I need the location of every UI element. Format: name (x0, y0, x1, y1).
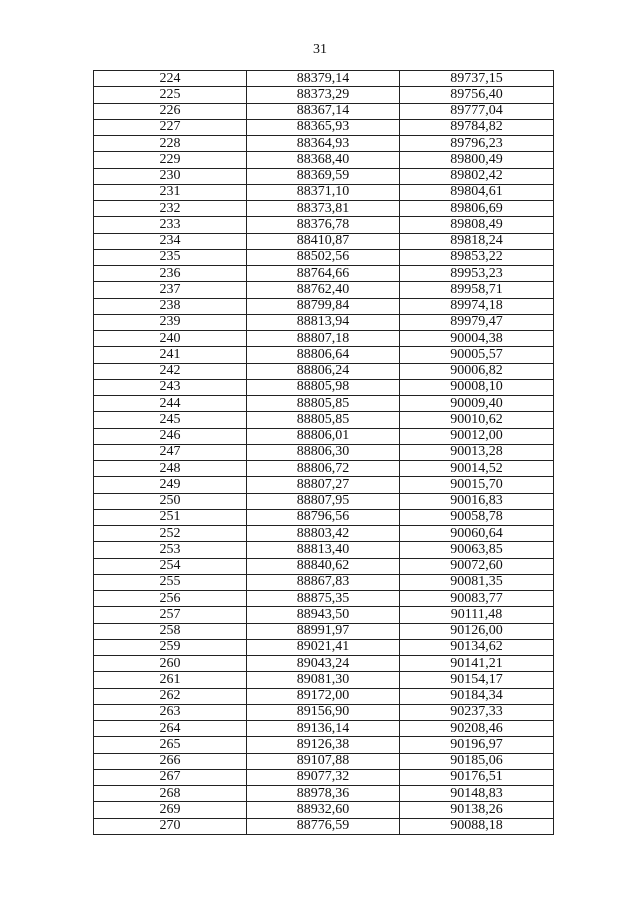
y-coordinate-cell: 90016,83 (400, 493, 554, 509)
x-coordinate-cell: 88805,85 (247, 412, 400, 428)
point-number-cell: 244 (94, 396, 247, 412)
table-row (94, 526, 554, 542)
x-coordinate-cell: 88806,72 (247, 461, 400, 477)
point-number-cell: 255 (94, 574, 247, 590)
y-coordinate-cell: 89818,24 (400, 233, 554, 249)
x-coordinate-cell: 88813,40 (247, 542, 400, 558)
table-row (94, 444, 554, 460)
table-row (94, 802, 554, 818)
x-coordinate-cell: 88762,40 (247, 282, 400, 298)
point-number-cell: 250 (94, 493, 247, 509)
point-number-cell: 252 (94, 526, 247, 542)
table-row (94, 314, 554, 330)
x-coordinate-cell: 89021,41 (247, 639, 400, 655)
table-row (94, 103, 554, 119)
table-row (94, 672, 554, 688)
table-row (94, 168, 554, 184)
x-coordinate-cell: 88867,83 (247, 574, 400, 590)
y-coordinate-cell: 90237,33 (400, 704, 554, 720)
table-row (94, 266, 554, 282)
table-row (94, 201, 554, 217)
table-row (94, 152, 554, 168)
point-number-cell: 243 (94, 379, 247, 395)
point-number-cell: 239 (94, 314, 247, 330)
x-coordinate-cell: 88807,18 (247, 331, 400, 347)
point-number-cell: 267 (94, 769, 247, 785)
point-number-cell: 238 (94, 298, 247, 314)
point-number-cell: 262 (94, 688, 247, 704)
table-row (94, 461, 554, 477)
x-coordinate-cell: 88807,95 (247, 493, 400, 509)
y-coordinate-cell: 90208,46 (400, 721, 554, 737)
x-coordinate-cell: 88840,62 (247, 558, 400, 574)
x-coordinate-cell: 89156,90 (247, 704, 400, 720)
y-coordinate-cell: 90063,85 (400, 542, 554, 558)
point-number-cell: 228 (94, 136, 247, 152)
table-row (94, 396, 554, 412)
x-coordinate-cell: 89172,00 (247, 688, 400, 704)
point-number-cell: 253 (94, 542, 247, 558)
y-coordinate-cell: 89804,61 (400, 184, 554, 200)
y-coordinate-cell: 90015,70 (400, 477, 554, 493)
x-coordinate-cell: 88373,81 (247, 201, 400, 217)
point-number-cell: 259 (94, 639, 247, 655)
y-coordinate-cell: 90184,34 (400, 688, 554, 704)
table-row (94, 558, 554, 574)
y-coordinate-cell: 90013,28 (400, 444, 554, 460)
x-coordinate-cell: 88371,10 (247, 184, 400, 200)
point-number-cell: 254 (94, 558, 247, 574)
table-row (94, 493, 554, 509)
y-coordinate-cell: 90012,00 (400, 428, 554, 444)
y-coordinate-cell: 90141,21 (400, 656, 554, 672)
y-coordinate-cell: 90081,35 (400, 574, 554, 590)
y-coordinate-cell: 90154,17 (400, 672, 554, 688)
table-row (94, 184, 554, 200)
x-coordinate-cell: 88373,29 (247, 87, 400, 103)
table-row (94, 477, 554, 493)
table-row (94, 87, 554, 103)
x-coordinate-cell: 88410,87 (247, 233, 400, 249)
x-coordinate-cell: 88369,59 (247, 168, 400, 184)
table-row (94, 119, 554, 135)
point-number-cell: 269 (94, 802, 247, 818)
point-number-cell: 248 (94, 461, 247, 477)
table-row (94, 769, 554, 785)
point-number-cell: 251 (94, 509, 247, 525)
y-coordinate-cell: 89756,40 (400, 87, 554, 103)
x-coordinate-cell: 88502,56 (247, 249, 400, 265)
x-coordinate-cell: 88803,42 (247, 526, 400, 542)
point-number-cell: 258 (94, 623, 247, 639)
x-coordinate-cell: 88932,60 (247, 802, 400, 818)
y-coordinate-cell: 89808,49 (400, 217, 554, 233)
point-number-cell: 246 (94, 428, 247, 444)
y-coordinate-cell: 90148,83 (400, 786, 554, 802)
y-coordinate-cell: 90185,06 (400, 753, 554, 769)
y-coordinate-cell: 90176,51 (400, 769, 554, 785)
table-row (94, 688, 554, 704)
x-coordinate-cell: 88875,35 (247, 591, 400, 607)
x-coordinate-cell: 88379,14 (247, 71, 400, 87)
x-coordinate-cell: 89077,32 (247, 769, 400, 785)
point-number-cell: 231 (94, 184, 247, 200)
y-coordinate-cell: 90072,60 (400, 558, 554, 574)
y-coordinate-cell: 90134,62 (400, 639, 554, 655)
y-coordinate-cell: 89777,04 (400, 103, 554, 119)
x-coordinate-cell: 88806,30 (247, 444, 400, 460)
table-row (94, 71, 554, 87)
x-coordinate-cell: 89081,30 (247, 672, 400, 688)
y-coordinate-cell: 90058,78 (400, 509, 554, 525)
point-number-cell: 266 (94, 753, 247, 769)
table-row (94, 233, 554, 249)
table-row (94, 509, 554, 525)
y-coordinate-cell: 89800,49 (400, 152, 554, 168)
coordinates-table-container (93, 70, 550, 835)
point-number-cell: 268 (94, 786, 247, 802)
y-coordinate-cell: 90010,62 (400, 412, 554, 428)
point-number-cell: 234 (94, 233, 247, 249)
table-row (94, 412, 554, 428)
point-number-cell: 264 (94, 721, 247, 737)
point-number-cell: 257 (94, 607, 247, 623)
coordinates-table (93, 70, 554, 835)
x-coordinate-cell: 88806,24 (247, 363, 400, 379)
table-row (94, 786, 554, 802)
coordinates-table-body (94, 71, 554, 835)
table-row (94, 249, 554, 265)
x-coordinate-cell: 89043,24 (247, 656, 400, 672)
x-coordinate-cell: 88978,36 (247, 786, 400, 802)
table-row (94, 721, 554, 737)
y-coordinate-cell: 89974,18 (400, 298, 554, 314)
point-number-cell: 249 (94, 477, 247, 493)
x-coordinate-cell: 88943,50 (247, 607, 400, 623)
point-number-cell: 229 (94, 152, 247, 168)
point-number-cell: 235 (94, 249, 247, 265)
point-number-cell: 233 (94, 217, 247, 233)
table-row (94, 282, 554, 298)
x-coordinate-cell: 88806,01 (247, 428, 400, 444)
point-number-cell: 256 (94, 591, 247, 607)
x-coordinate-cell: 88365,93 (247, 119, 400, 135)
point-number-cell: 263 (94, 704, 247, 720)
y-coordinate-cell: 90126,00 (400, 623, 554, 639)
table-row (94, 753, 554, 769)
y-coordinate-cell: 90014,52 (400, 461, 554, 477)
y-coordinate-cell: 90060,64 (400, 526, 554, 542)
point-number-cell: 270 (94, 818, 247, 834)
table-row (94, 542, 554, 558)
y-coordinate-cell: 89979,47 (400, 314, 554, 330)
table-row (94, 136, 554, 152)
table-row (94, 428, 554, 444)
table-row (94, 591, 554, 607)
x-coordinate-cell: 88368,40 (247, 152, 400, 168)
table-row (94, 737, 554, 753)
point-number-cell: 240 (94, 331, 247, 347)
y-coordinate-cell: 90088,18 (400, 818, 554, 834)
page-number: 31 (313, 42, 327, 57)
point-number-cell: 227 (94, 119, 247, 135)
x-coordinate-cell: 88376,78 (247, 217, 400, 233)
table-row (94, 347, 554, 363)
y-coordinate-cell: 90006,82 (400, 363, 554, 379)
point-number-cell: 226 (94, 103, 247, 119)
table-row (94, 298, 554, 314)
x-coordinate-cell: 88796,56 (247, 509, 400, 525)
y-coordinate-cell: 90083,77 (400, 591, 554, 607)
point-number-cell: 261 (94, 672, 247, 688)
y-coordinate-cell: 89958,71 (400, 282, 554, 298)
table-row (94, 363, 554, 379)
y-coordinate-cell: 89806,69 (400, 201, 554, 217)
x-coordinate-cell: 88805,98 (247, 379, 400, 395)
x-coordinate-cell: 89126,38 (247, 737, 400, 753)
y-coordinate-cell: 89784,82 (400, 119, 554, 135)
x-coordinate-cell: 88776,59 (247, 818, 400, 834)
x-coordinate-cell: 88805,85 (247, 396, 400, 412)
y-coordinate-cell: 90196,97 (400, 737, 554, 753)
table-row (94, 331, 554, 347)
point-number-cell: 236 (94, 266, 247, 282)
y-coordinate-cell: 90111,48 (400, 607, 554, 623)
table-row (94, 623, 554, 639)
table-row (94, 607, 554, 623)
x-coordinate-cell: 88991,97 (247, 623, 400, 639)
x-coordinate-cell: 88367,14 (247, 103, 400, 119)
point-number-cell: 247 (94, 444, 247, 460)
point-number-cell: 260 (94, 656, 247, 672)
y-coordinate-cell: 90005,57 (400, 347, 554, 363)
table-row (94, 379, 554, 395)
table-row (94, 639, 554, 655)
y-coordinate-cell: 89796,23 (400, 136, 554, 152)
y-coordinate-cell: 89853,22 (400, 249, 554, 265)
table-row (94, 704, 554, 720)
y-coordinate-cell: 89802,42 (400, 168, 554, 184)
point-number-cell: 237 (94, 282, 247, 298)
x-coordinate-cell: 89136,14 (247, 721, 400, 737)
point-number-cell: 224 (94, 71, 247, 87)
y-coordinate-cell: 90008,10 (400, 379, 554, 395)
point-number-cell: 242 (94, 363, 247, 379)
y-coordinate-cell: 89737,15 (400, 71, 554, 87)
table-row (94, 574, 554, 590)
x-coordinate-cell: 88364,93 (247, 136, 400, 152)
x-coordinate-cell: 89107,88 (247, 753, 400, 769)
y-coordinate-cell: 90009,40 (400, 396, 554, 412)
x-coordinate-cell: 88807,27 (247, 477, 400, 493)
x-coordinate-cell: 88764,66 (247, 266, 400, 282)
point-number-cell: 225 (94, 87, 247, 103)
point-number-cell: 230 (94, 168, 247, 184)
point-number-cell: 245 (94, 412, 247, 428)
table-row (94, 217, 554, 233)
point-number-cell: 241 (94, 347, 247, 363)
y-coordinate-cell: 89953,23 (400, 266, 554, 282)
table-row (94, 656, 554, 672)
x-coordinate-cell: 88813,94 (247, 314, 400, 330)
table-row (94, 818, 554, 834)
x-coordinate-cell: 88806,64 (247, 347, 400, 363)
y-coordinate-cell: 90138,26 (400, 802, 554, 818)
x-coordinate-cell: 88799,84 (247, 298, 400, 314)
point-number-cell: 232 (94, 201, 247, 217)
y-coordinate-cell: 90004,38 (400, 331, 554, 347)
point-number-cell: 265 (94, 737, 247, 753)
